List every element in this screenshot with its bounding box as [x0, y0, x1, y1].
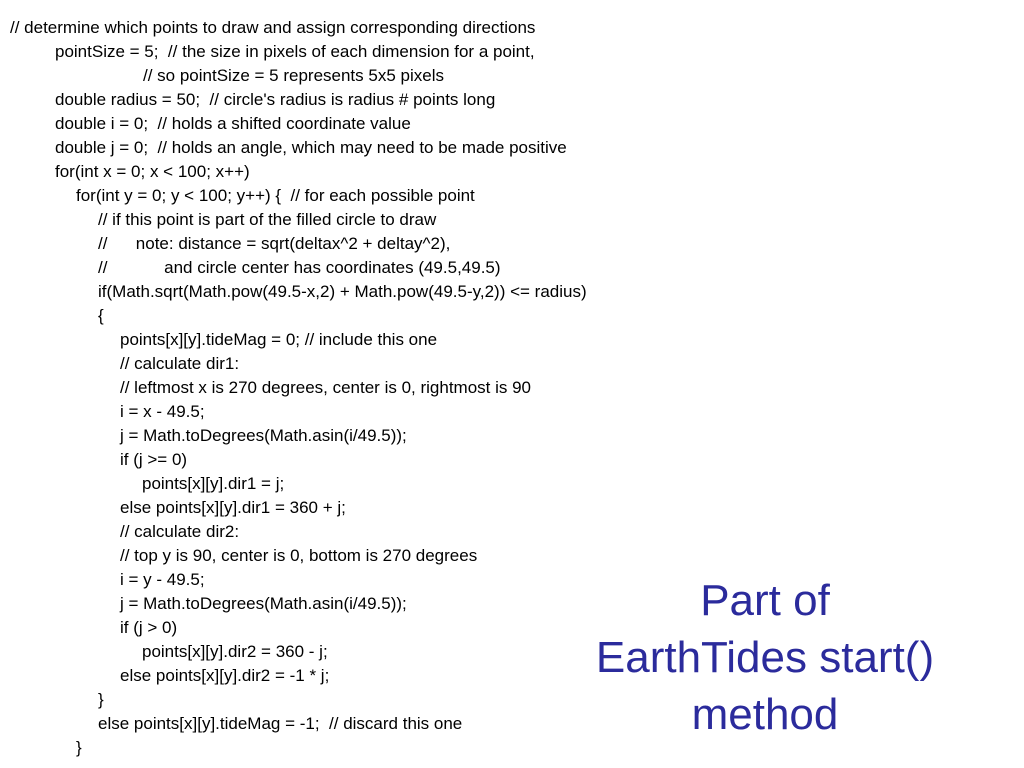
code-line: double j = 0; // holds an angle, which may need to be made positive	[55, 138, 567, 157]
code-line: // note: distance = sqrt(deltax^2 + deltay^2),	[98, 234, 451, 253]
slide-title-line: Part of	[700, 576, 830, 625]
code-line: {	[98, 306, 104, 325]
code-line: points[x][y].tideMag = 0; // include this one	[120, 330, 438, 349]
code-line: double radius = 50; // circle's radius is radius # points long	[55, 90, 496, 109]
code-line: // top y is 90, center is 0, bottom is 270 degrees	[120, 546, 478, 565]
code-line: j = Math.toDegrees(Math.asin(i/49.5));	[120, 426, 407, 445]
code-line: // calculate dir2:	[120, 522, 240, 541]
code-line: // and circle center has coordinates (49.5,49.5)	[98, 258, 501, 277]
code-line: points[x][y].dir2 = 360 - j;	[142, 642, 328, 661]
code-line: // determine which points to draw and assign corresponding directions	[10, 18, 536, 37]
code-line: if (j >= 0)	[120, 450, 188, 469]
slide-title	[555, 572, 975, 743]
code-line: points[x][y].dir1 = j;	[142, 474, 285, 493]
code-line: // calculate dir1:	[120, 354, 240, 373]
code-line: double i = 0; // holds a shifted coordinate value	[55, 114, 411, 133]
slide-title-line: method	[691, 690, 839, 739]
code-line: else points[x][y].tideMag = -1; // discard this one	[98, 714, 463, 733]
code-line: }	[98, 690, 104, 709]
code-line: pointSize = 5; // the size in pixels of each dimension for a point,	[55, 42, 535, 61]
code-line: if(Math.sqrt(Math.pow(49.5-x,2) + Math.pow(49.5-y,2)) <= radius)	[98, 282, 587, 301]
code-line: j = Math.toDegrees(Math.asin(i/49.5));	[120, 594, 407, 613]
slide-title-line: EarthTides start()	[595, 633, 935, 682]
code-line: for(int x = 0; x < 100; x++)	[55, 162, 250, 181]
code-line: if (j > 0)	[120, 618, 178, 637]
code-line: // if this point is part of the filled circle to draw	[98, 210, 437, 229]
code-line: else points[x][y].dir2 = -1 * j;	[120, 666, 330, 685]
code-line: }	[76, 738, 82, 757]
code-line: // leftmost x is 270 degrees, center is 0, rightmost is 90	[120, 378, 532, 397]
code-line: i = x - 49.5;	[120, 402, 205, 421]
code-line: else points[x][y].dir1 = 360 + j;	[120, 498, 346, 517]
code-line: i = y - 49.5;	[120, 570, 205, 589]
code-line: // so pointSize = 5 represents 5x5 pixels	[143, 66, 444, 85]
code-line: for(int y = 0; y < 100; y++) { // for each possible point	[76, 186, 475, 205]
